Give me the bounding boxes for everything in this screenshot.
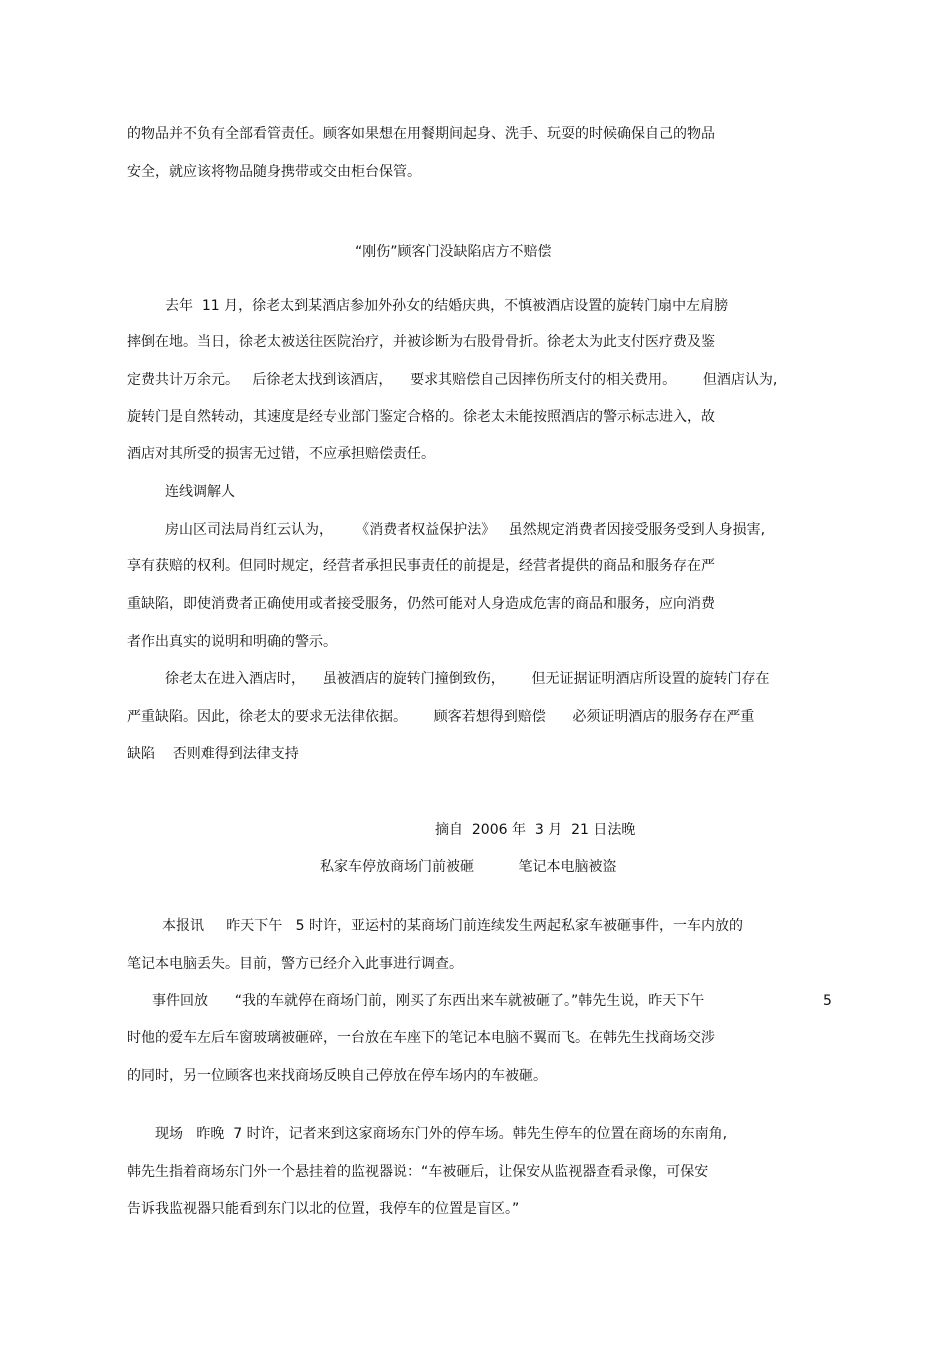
article1-line: 酒店对其所受的损害无过错，不应承担赔偿责任。	[127, 446, 435, 462]
intro-line-1: 的物品并不负有全部看管责任。顾客如果想在用餐期间起身、洗手、玩耍的时候确保自己的物品	[127, 126, 715, 142]
article1-title: “刚伤”顾客门没缺陷店方不赔偿	[355, 244, 552, 260]
article2-line: 本报讯 昨天下午 5 时许，亚运村的某商场门前连续发生两起私家车被砸事件，一车内放的	[162, 918, 743, 934]
article1-line: 享有获赔的权利。但同时规定，经营者承担民事责任的前提是，经营者提供的商品和服务存在严	[127, 558, 715, 574]
article2-line: 现场 昨晚 7 时许，记者来到这家商场东门外的停车场。韩先生停车的位置在商场的东南角,	[155, 1126, 728, 1142]
source-note: 摘自 2006 年 3 月 21 日法晚	[435, 822, 636, 838]
article1-line: 房山区司法局肖红云认为， 《消费者权益保护法》 虽然规定消费者因接受服务受到人身损害,	[165, 522, 766, 538]
article1-line: 缺陷 否则难得到法律支持	[127, 746, 299, 762]
article1-line: 徐老太在进入酒店时， 虽被酒店的旋转门撞倒致伤， 但无证据证明酒店所设置的旋转门存在	[165, 671, 770, 687]
article1-subheading: 连线调解人	[165, 484, 235, 500]
article1-line: 者作出真实的说明和明确的警示。	[127, 634, 337, 650]
article1-line: 摔倒在地。当日，徐老太被送往医院治疗，并被诊断为右股骨骨折。徐老太为此支付医疗费及鉴	[127, 334, 715, 350]
article2-line: 的同时，另一位顾客也来找商场反映自己停放在停车场内的车被砸。	[127, 1068, 547, 1084]
article1-line: 重缺陷，即使消费者正确使用或者接受服务，仍然可能对人身造成危害的商品和服务，应向消费	[127, 596, 715, 612]
article2-line: 事件回放 “我的车就停在商场门前，刚买了东西出来车就被砸了。”韩先生说，昨天下午	[152, 993, 705, 1009]
article2-line: 时他的爱车左后车窗玻璃被砸碎，一台放在车座下的笔记本电脑不翼而飞。在韩先生找商场交涉	[127, 1030, 715, 1046]
article1-line: 去年 11 月，徐老太到某酒店参加外孙女的结婚庆典，不慎被酒店设置的旋转门扇中左肩膀	[165, 298, 729, 314]
article2-title: 私家车停放商场门前被砸 笔记本电脑被盗	[320, 859, 617, 875]
article2-line-fragment: 5	[823, 993, 832, 1009]
intro-line-2: 安全，就应该将物品随身携带或交由柜台保管。	[127, 164, 421, 180]
article2-line: 韩先生指着商场东门外一个悬挂着的监视器说：“车被砸后，让保安从监视器查看录像，可保安	[127, 1164, 709, 1180]
article2-line: 笔记本电脑丢失。目前，警方已经介入此事进行调查。	[127, 956, 463, 972]
article2-line: 告诉我监视器只能看到东门以北的位置，我停车的位置是盲区。”	[127, 1201, 520, 1217]
article1-line: 旋转门是自然转动，其速度是经专业部门鉴定合格的。徐老太未能按照酒店的警示标志进入，故	[127, 409, 715, 425]
article1-line: 定费共计万余元。 后徐老太找到该酒店， 要求其赔偿自己因摔伤所支付的相关费用。 但酒店认为,	[127, 372, 778, 388]
article1-line: 严重缺陷。因此，徐老太的要求无法律依据。 顾客若想得到赔偿 必须证明酒店的服务存在严重	[127, 709, 755, 725]
